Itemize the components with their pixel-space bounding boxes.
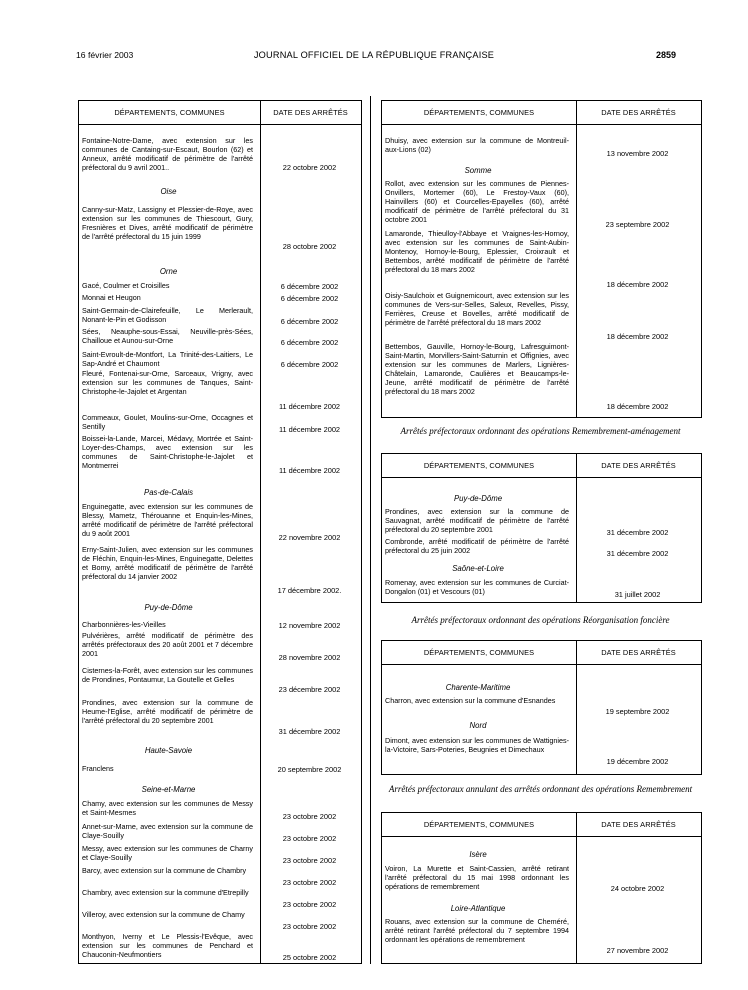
department-heading: Seine-et-Marne [141, 785, 196, 794]
commune-entry: Chamy, avec extension sur les communes de Messy et Saint-Mesmes [82, 799, 253, 818]
commune-entry: Gacé, Coulmer et Croisilles [82, 281, 170, 290]
arrete-date: 23 septembre 2002 [605, 220, 670, 229]
arrete-date: 6 décembre 2002 [280, 282, 339, 291]
arrete-date: 23 octobre 2002 [282, 834, 337, 843]
page-number: 2859 [655, 50, 676, 60]
column-header-date: DATE DES ARRÊTÉS [601, 820, 676, 829]
right-2-column-header [382, 641, 701, 665]
arrete-date: 28 octobre 2002 [282, 242, 337, 251]
commune-entry: Annet-sur-Marne, avec extension sur la commune de Claye-Souilly [82, 822, 253, 841]
commune-entry: Rouans, avec extension sur la commune de Cheméré, arrêté retirant l'arrêté préfectoral du 7 septembre 1994 ordonnant les opérations de remembrement [385, 917, 569, 945]
arrete-date: 11 décembre 2002 [278, 466, 341, 475]
department-heading: Isère [469, 850, 487, 859]
arrete-date: 11 décembre 2002 [278, 425, 341, 434]
arrete-date: 31 décembre 2002 [606, 528, 669, 537]
arrete-date: 24 octobre 2002 [610, 884, 665, 893]
commune-entry: Monthyon, Iverny et Le Plessis-l'Evêque, avec extension sur les communes de Penchard et Chauconin-Neufmontiers [82, 932, 253, 960]
commune-entry: Romenay, avec extension sur les communes de Curciat-Dongalon (01) et Vescours (01) [385, 578, 569, 597]
arrete-date: 18 décembre 2002 [606, 402, 669, 411]
table-title: Arrêtés préfectoraux ordonnant des opérations Réorganisation foncière [411, 615, 670, 625]
commune-entry: Boissei-la-Lande, Marcei, Médavy, Mortrée et Saint-Loyer-des-Champs, avec extension sur les communes de Saint-Christophe-le-Jajolet et Montmerrei [82, 434, 253, 471]
right-0-column-header [382, 101, 701, 125]
arrete-date: 18 décembre 2002 [606, 280, 669, 289]
commune-entry: Franclens [82, 764, 114, 773]
commune-entry: Chambry, avec extension sur la commune d'Etrepilly [82, 888, 249, 897]
arrete-date: 25 octobre 2002 [282, 953, 337, 962]
arrete-date: 23 octobre 2002 [282, 812, 337, 821]
right-3-column-header [382, 813, 701, 837]
arrete-date: 6 décembre 2002 [280, 338, 339, 347]
commune-entry: Lamaronde, Thieulloy-l'Abbaye et Vraignes-les-Hornoy, avec extension sur les communes de Saint-Aubin-Montenoy, Hornoy-le-Bourg, Eplessier, Croixrault et Bettembos, arrêté modificatif de périmètre de l'arrêté préfectoral du 18 mars 2002 [385, 229, 569, 275]
column-header-communes: DÉPARTEMENTS, COMMUNES [423, 108, 535, 117]
commune-entry: Combronde, arrêté modificatif de périmètre de l'arrêté préfectoral du 25 juin 2002 [385, 537, 569, 556]
arrete-date: 13 novembre 2002 [606, 149, 669, 158]
arrete-date: 22 octobre 2002 [282, 163, 337, 172]
department-heading: Puy-de-Dôme [144, 603, 193, 612]
arrete-date: 31 décembre 2002 [606, 549, 669, 558]
commune-entry: Monnai et Heugon [82, 293, 141, 302]
right-1-column-header [382, 454, 701, 478]
commune-entry: Cisternes-la-Forêt, avec extension sur les communes de Prondines, Pontaumur, La Goutelle et Gelles [82, 666, 253, 685]
department-heading: Loire-Atlantique [450, 904, 506, 913]
column-header-communes: DÉPARTEMENTS, COMMUNES [114, 108, 225, 117]
arrete-date: 22 novembre 2002 [278, 533, 341, 542]
arrete-date: 23 octobre 2002 [282, 878, 337, 887]
department-heading: Orne [159, 267, 178, 276]
department-heading: Pas-de-Calais [144, 488, 193, 497]
arrete-date: 17 décembre 2002. [277, 586, 342, 595]
commune-entry: Dimont, avec extension sur les communes de Wattignies-la-Victoire, Sars-Poteries, Beugnies et Dimechaux [385, 736, 569, 755]
arrete-date: 28 novembre 2002 [278, 653, 341, 662]
department-heading: Nord [469, 721, 487, 730]
commune-entry: Bettembos, Gauville, Hornoy-le-Bourg, Lafresguimont-Saint-Martin, Morvillers-Saint-Saturnin et Offignies, avec extension sur les communes de Marlers, Lignières-Châtelain, Lamaronde, Caulières et Beaucamps-le-Jeune, arrêté modificatif de périmètre de l'arrêté préfectoral du 18 mars 2002 [385, 342, 569, 397]
arrete-date: 12 novembre 2002 [278, 621, 341, 630]
commune-entry: Commeaux, Goulet, Moulins-sur-Orne, Occagnes et Sentilly [82, 413, 253, 432]
commune-entry: Barcy, avec extension sur la commune de Chambry [82, 866, 247, 875]
left-column-header [79, 101, 361, 125]
arrete-date: 31 décembre 2002 [278, 727, 341, 736]
arrete-date: 6 décembre 2002 [280, 317, 339, 326]
table-title: Arrêtés préfectoraux annulant des arrêtés ordonnant des opérations Remembrement [388, 784, 693, 794]
page-header-date: 16 février 2003 [76, 50, 134, 60]
commune-entry: Prondines, avec extension sur la commune de Heume-l'Eglise, arrêté modificatif de périmètre de l'arrêté préfectoral du 20 septembre 2001 [82, 698, 253, 726]
department-heading: Haute-Savoie [144, 746, 193, 755]
commune-entry: Prondines, avec extension sur la commune de Sauvagnat, arrêté modificatif de périmètre de l'arrêté préfectoral du 20 septembre 2001 [385, 507, 569, 535]
department-heading: Puy-de-Dôme [453, 494, 503, 503]
column-header-date: DATE DES ARRÊTÉS [601, 461, 676, 470]
department-heading: Saône-et-Loire [452, 564, 504, 573]
commune-entry: Fleuré, Fontenai-sur-Orne, Sarceaux, Vrigny, avec extension sur les communes de Tanques, Saint-Christophe-le-Jajolet et Argentan [82, 369, 253, 397]
arrete-date: 18 décembre 2002 [606, 332, 669, 341]
arrete-date: 19 septembre 2002 [605, 707, 670, 716]
commune-entry: Saint-Evroult-de-Montfort, La Trinité-des-Laitiers, Le Sap-André et Chaumont [82, 350, 253, 369]
commune-entry: Canny-sur-Matz, Lassigny et Plessier-de-Roye, avec extension sur les communes de Thiescourt, Gury, Fresnières et Dives, arrêté modificatif de périmètre de l'arrêté préfectoral du 15 juin 1999 [82, 205, 253, 242]
arrete-date: 27 novembre 2002 [606, 946, 669, 955]
column-header-date: DATE DES ARRÊTÉS [601, 108, 676, 117]
commune-entry: Charbonnières-les-Vieilles [82, 620, 166, 629]
arrete-date: 23 octobre 2002 [282, 922, 337, 931]
table-title: Arrêtés préfectoraux ordonnant des opérations Remembrement-aménagement [400, 426, 681, 436]
commune-entry: Dhuisy, avec extension sur la commune de Montreuil-aux-Lions (02) [385, 136, 569, 155]
department-heading: Charente-Maritime [445, 683, 511, 692]
department-heading: Somme [464, 166, 492, 175]
commune-entry: Charron, avec extension sur la commune d'Esnandes [385, 696, 556, 705]
commune-entry: Fontaine-Notre-Dame, avec extension sur les communes de Cantaing-sur-Escaut, Bourlon (62) et Anneux, arrêté modificatif de périmètre de l'arrêté préfectoral du 9 avril 2001.. [82, 136, 253, 173]
commune-entry: Villeroy, avec extension sur la commune de Chamy [82, 910, 245, 919]
arrete-date: 20 septembre 2002 [277, 765, 342, 774]
arrete-date: 6 décembre 2002 [280, 294, 339, 303]
arrete-date: 23 octobre 2002 [282, 900, 337, 909]
arrete-date: 23 décembre 2002 [278, 685, 341, 694]
column-header-date: DATE DES ARRÊTÉS [273, 108, 348, 117]
arrete-date: 23 octobre 2002 [282, 856, 337, 865]
column-header-communes: DÉPARTEMENTS, COMMUNES [423, 461, 535, 470]
arrete-date: 31 juillet 2002 [614, 590, 661, 599]
arrete-date: 19 décembre 2002 [606, 757, 669, 766]
commune-entry: Voiron, La Murette et Saint-Cassien, arrêté retirant l'arrêté préfectoral du 15 mai 1998 ordonnant les opérations de remembrement [385, 864, 569, 892]
column-divider [370, 96, 371, 964]
commune-entry: Rollot, avec extension sur les communes de Piennes-Onvillers, Mortemer (60), Le Frestoy-Vaux (60), Hainvillers (60) et Courcelles-Epayelles (60), arrêté modificatif de périmètre de l'arrêté préfectoral du 31 octobre 2001 [385, 179, 569, 225]
commune-entry: Sées, Neauphe-sous-Essai, Neuville-près-Sées, Chailloue et Aunou-sur-Orne [82, 327, 253, 346]
journal-title: JOURNAL OFFICIEL DE LA RÉPUBLIQUE FRANÇAISE [253, 50, 495, 60]
arrete-date: 11 décembre 2002 [278, 402, 341, 411]
commune-entry: Saint-Germain-de-Clairefeuille, Le Merlerault, Nonant-le-Pin et Godisson [82, 306, 253, 325]
commune-entry: Erny-Saint-Julien, avec extension sur les communes de Fléchin, Enquin-les-Mines, Enguinegatte, Delettes et Bomy, arrêté modificatif de périmètre de l'arrêté préfectoral du 14 janvier 2002 [82, 545, 253, 582]
column-header-communes: DÉPARTEMENTS, COMMUNES [423, 820, 535, 829]
commune-entry: Messy, avec extension sur les communes de Charny et Claye-Souilly [82, 844, 253, 863]
commune-entry: Pulvérières, arrêté modificatif de périmètre des arrêtés préfectoraux des 20 août 2001 et 7 décembre 2001 [82, 631, 253, 659]
commune-entry: Enguinegatte, avec extension sur les communes de Blessy, Mametz, Thérouanne et Enquin-les-Mines, arrêté modificatif de périmètre de l'arrêté préfectoral du 9 août 2001 [82, 502, 253, 539]
column-header-communes: DÉPARTEMENTS, COMMUNES [423, 648, 535, 657]
arrete-date: 6 décembre 2002 [280, 360, 339, 369]
commune-entry: Oisiy-Saulchoix et Guignemicourt, avec extension sur les communes de Vers-sur-Selles, Saleux, Revelles, Pissy, Ferrières, Creuse et Bovelles, arrêté modificatif de périmètre de l'arrêté préfectoral du 18 mars 2002 [385, 291, 569, 328]
column-header-date: DATE DES ARRÊTÉS [601, 648, 676, 657]
department-heading: Oise [160, 187, 177, 196]
